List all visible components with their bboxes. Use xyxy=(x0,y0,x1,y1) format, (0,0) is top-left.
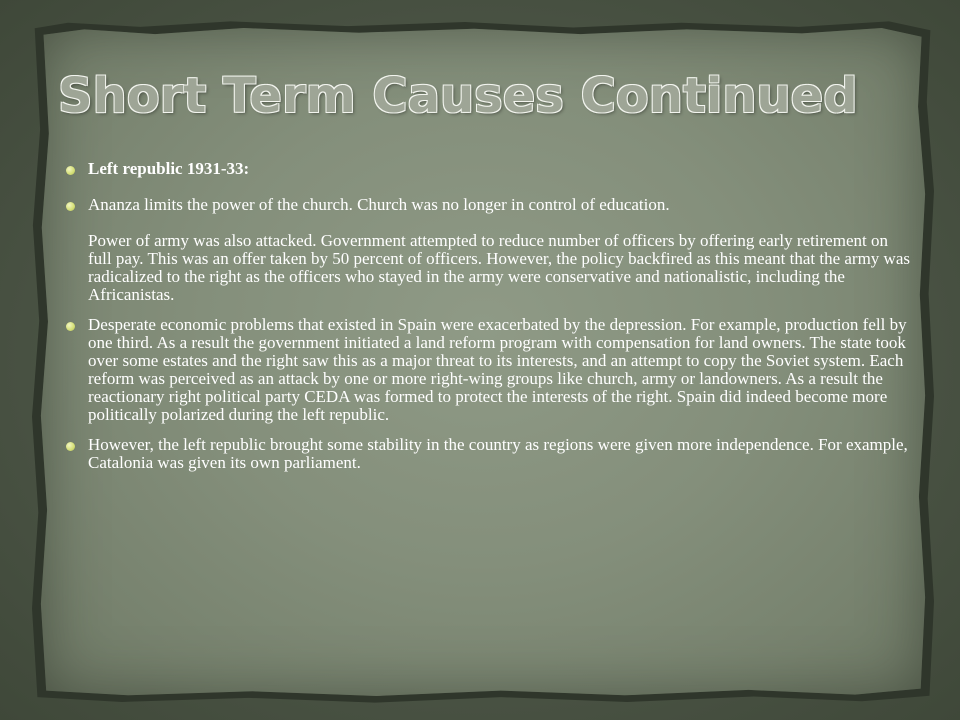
bullet-item xyxy=(66,436,910,472)
bullet-icon xyxy=(66,166,75,175)
bullet-text: However, the left republic brought some stability in the country as regions were given more independence. For example, Catalonia was given its own parliament. xyxy=(88,435,908,472)
slide-title: Short Term Causes Continued xyxy=(58,68,858,124)
bullet-item xyxy=(66,316,910,424)
bullet-item xyxy=(66,196,910,304)
bullet-heading: Left republic 1931-33: xyxy=(88,159,250,178)
bullet-icon xyxy=(66,202,75,211)
bullet-text: Desperate economic problems that existed in Spain were exacerbated by the depression. For example, production fell by one third. As a result the government initiated a land reform program with compensation for land owners. The state took over some estates and the right saw this as a major threat to its interests, and an attempt to copy the Soviet system. Each reform was perceived as an attack by one or more right-wing groups like church, army or landowners. As a result the reactionary right political party CEDA was formed to protect the interests of the right. Spain did indeed become more politically polarized during the left republic. xyxy=(88,315,907,424)
bullet-item xyxy=(66,160,910,178)
bullet-icon xyxy=(66,442,75,451)
bullet-text: Power of army was also attacked. Government attempted to reduce number of officers by offering early retirement on full pay. This was an offer taken by 50 percent of officers. However, the policy backfired as this meant that the army was radicalized to the right as the officers who stayed in the army were conservative and nationalistic, including the Africanistas. xyxy=(88,231,910,304)
bullet-text: Ananza limits the power of the church. Church was no longer in control of education. xyxy=(88,195,670,214)
bullet-list xyxy=(66,160,910,472)
bullet-icon xyxy=(66,322,75,331)
